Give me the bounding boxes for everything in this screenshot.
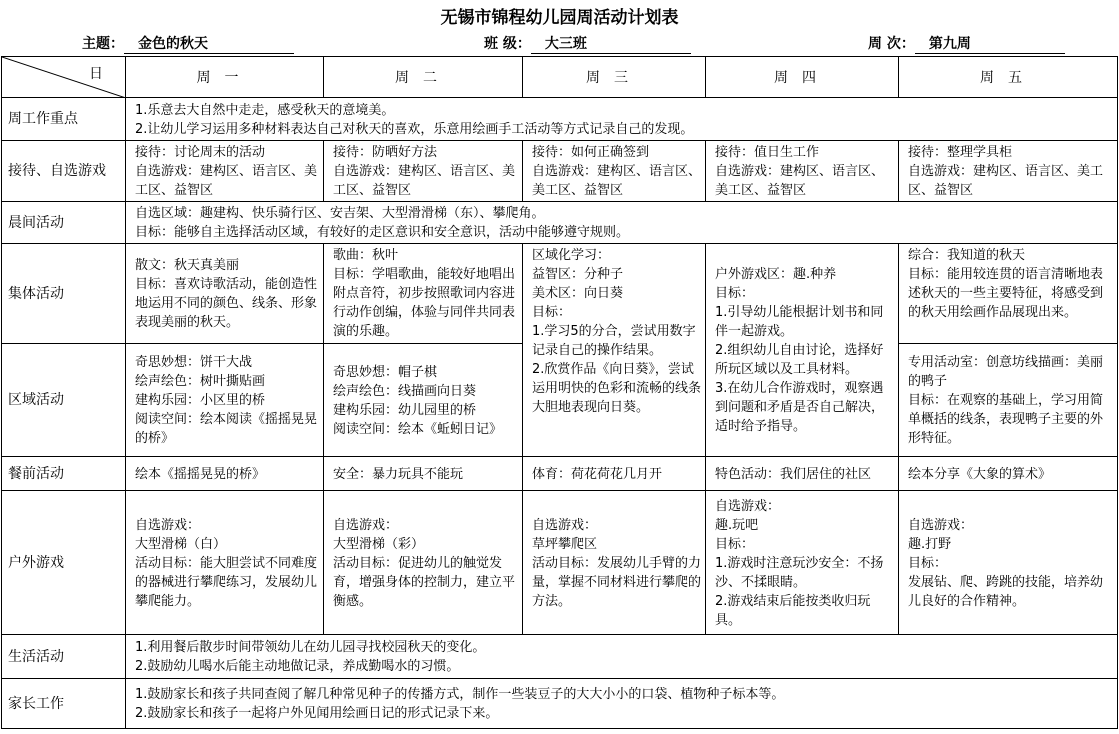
text-line: 活动目标：能大胆尝试不同难度的器械进行攀爬练习，发展幼儿攀爬能力。 (135, 555, 318, 609)
text-line: 目标： (715, 536, 755, 552)
day-header: 周四 (706, 57, 899, 98)
life-row (2, 635, 1118, 679)
text-line: 2.让幼儿学习运用多种材料表达自己对秋天的喜欢，乐意用绘画手工活动等方式记录自己的发现。 (135, 121, 694, 137)
text-line: 自选区域：趣建构、快乐骑行区、安吉架、大型滑滑梯（东）、攀爬角。 (135, 206, 545, 221)
area-cell (324, 344, 523, 457)
text-line: 大型滑梯（彩） (333, 536, 425, 552)
reception-cell (324, 141, 523, 202)
text-line: 2.游戏结束后能按类收归玩具。 (715, 593, 871, 628)
reception-cell (899, 141, 1118, 202)
group-area-cell (523, 244, 706, 457)
text-line: 综合：我知道的秋天 (908, 248, 1026, 263)
text-line: 自选游戏：建构区、语言区、美工区、益智区 (715, 164, 885, 198)
meal-cell: 体育：荷花荷花几月开 (523, 457, 706, 491)
page-title: 无锡市锦程幼儿园周活动计划表 (440, 8, 679, 28)
text-line: 绘声绘色：树叶撕贴画 (135, 374, 266, 389)
outdoor-cell (706, 491, 899, 635)
text-line: 目标：能够自主选择活动区域，有较好的走区意识和安全意识，活动中能够遵守规则。 (135, 225, 630, 240)
text-line: 自选游戏： (908, 517, 974, 533)
text-line: 户外游戏区：趣.种养 (715, 267, 837, 282)
text-line: 2.鼓励幼儿喝水后能主动地做记录，养成勤喝水的习惯。 (135, 659, 460, 674)
text-line: 发展钻、爬、跨跳的技能，培养幼儿良好的合作精神。 (908, 574, 1104, 609)
text-line: 自选游戏： (715, 498, 781, 514)
schedule-table (1, 56, 1118, 729)
theme-label: 主题： (82, 36, 124, 52)
text-line: 阅读空间：绘本阅读《摇摇晃晃的桥》 (135, 412, 318, 446)
text-line: 目标：在观察的基础上，学习用简单概括的线条，表现鸭子主要的外形特征。 (908, 393, 1104, 446)
header-row (2, 57, 1118, 98)
text-line: 活动目标：发展幼儿手臂的力量，掌握不同材料进行攀爬的方法。 (532, 555, 702, 609)
week-value: 第九周 (915, 33, 1065, 54)
class-field (484, 33, 691, 54)
text-line: 接待：如何正确签到 (532, 145, 650, 160)
reception-row (2, 141, 1118, 202)
text-line: 散文：秋天真美丽 (135, 258, 240, 273)
life-content (126, 635, 1118, 679)
text-line: 趣.玩吧 (715, 517, 759, 533)
row-label: 生活活动 (2, 635, 126, 679)
area-cell (126, 344, 324, 457)
parents-content (126, 679, 1118, 729)
text-line: 草坪攀爬区 (532, 536, 598, 552)
class-value: 大三班 (531, 33, 691, 54)
text-line: 自选游戏： (135, 517, 201, 533)
text-line: 1.乐意去大自然中走走，感受秋天的意境美。 (135, 102, 395, 118)
group-area-cell (706, 244, 899, 457)
text-line: 趣.打野 (908, 536, 952, 552)
text-line: 自选游戏：建构区、语言区、美工区、益智区 (333, 164, 516, 198)
group-cell (899, 244, 1118, 344)
meal-cell: 绘本《摇摇晃晃的桥》 (126, 457, 324, 491)
day-header: 周二 (324, 57, 523, 98)
area-cell (899, 344, 1118, 457)
text-line: 活动目标：促进幼儿的触觉发育，增强身体的控制力，建立平衡感。 (333, 555, 516, 609)
text-line: 目标： (715, 286, 755, 301)
text-line: 奇思妙想：饼干大战 (135, 355, 253, 370)
text-line: 益智区：分种子 (532, 267, 624, 282)
text-line: 美术区：向日葵 (532, 286, 624, 301)
text-line: 建构乐园：小区里的桥 (135, 393, 266, 408)
corner-label: 日 (89, 66, 117, 82)
reception-cell (523, 141, 706, 202)
text-line: 奇思妙想：帽子棋 (333, 364, 438, 380)
text-line: 1.引导幼儿能根据计划书和同伴一起游戏。 (715, 305, 884, 339)
meal-cell: 特色活动：我们居住的社区 (706, 457, 899, 491)
text-line: 目标： (908, 555, 948, 571)
text-line: 2.组织幼儿自由讨论，选择好所玩区域以及工具材料。 (715, 343, 884, 377)
morning-content (126, 202, 1118, 244)
text-line: 1.学习5的分合，尝试用数字记录自己的操作结果。 (532, 324, 696, 358)
text-line: 自选游戏： (532, 517, 598, 533)
text-line: 自选游戏： (333, 517, 399, 533)
meal-cell: 安全：暴力玩具不能玩 (324, 457, 523, 491)
row-label: 家长工作 (2, 679, 126, 729)
text-line: 接待：整理学具柜 (908, 145, 1013, 160)
outdoor-cell (899, 491, 1118, 635)
text-line: 1.利用餐后散步时间带领幼儿在幼儿园寻找校园秋天的变化。 (135, 640, 486, 655)
group-row (2, 244, 1118, 344)
row-label: 区域活动 (2, 344, 126, 457)
outdoor-row (2, 491, 1118, 635)
theme-value: 金色的秋天 (124, 33, 294, 54)
text-line: 阅读空间：绘本《蚯蚓日记》 (333, 421, 503, 437)
group-cell (126, 244, 324, 344)
theme-field (82, 33, 294, 54)
text-line: 专用活动室：创意坊线描画：美丽的鸭子 (908, 355, 1104, 389)
text-line: 自选游戏：建构区、语言区、美工区、益智区 (532, 164, 702, 198)
text-line: 接待：值日生工作 (715, 145, 820, 160)
text-line: 1.游戏时注意玩沙安全：不扬沙、不揉眼睛。 (715, 555, 884, 590)
text-line: 2.鼓励家长和孩子一起将户外见闻用绘画日记的形式记录下来。 (135, 706, 499, 721)
week-field (868, 33, 1065, 54)
reception-cell (706, 141, 899, 202)
outdoor-cell (324, 491, 523, 635)
reception-cell (126, 141, 324, 202)
parents-row (2, 679, 1118, 729)
day-header: 周五 (899, 57, 1118, 98)
row-label: 集体活动 (2, 244, 126, 344)
focus-row (2, 98, 1118, 141)
text-line: 歌曲：秋叶 (333, 248, 399, 263)
text-line: 建构乐园：幼儿园里的桥 (333, 402, 477, 418)
text-line: 1.鼓励家长和孩子共同查阅了解几种常见种子的传播方式，制作一些装豆子的大大小小的口袋、植物种子标本等。 (135, 687, 785, 702)
day-header: 周三 (523, 57, 706, 98)
text-line: 大型滑梯（白） (135, 536, 227, 552)
row-label: 周工作重点 (2, 98, 126, 141)
text-line: 目标： (532, 305, 572, 320)
text-line: 自选游戏：建构区、语言区、美工区、益智区 (908, 164, 1104, 198)
text-line: 接待：防晒好方法 (333, 145, 438, 160)
group-cell (324, 244, 523, 344)
text-line: 目标：学唱歌曲，能较好地唱出附点音符，初步按照歌词内容进行动作创编，体验与同伴共同表演的乐趣。 (333, 267, 516, 339)
text-line: 绘声绘色：线描画向日葵 (333, 383, 477, 399)
morning-row (2, 202, 1118, 244)
text-line: 区域化学习： (532, 248, 611, 263)
row-label: 餐前活动 (2, 457, 126, 491)
text-line: 目标：喜欢诗歌活动，能创造性地运用不同的颜色、线条、形象表现美丽的秋天。 (135, 277, 318, 330)
week-label: 周 次： (868, 36, 915, 52)
outdoor-cell (126, 491, 324, 635)
text-line: 目标：能用较连贯的语言清晰地表述秋天的一些主要特征，将感受到的秋天用绘画作品展现出来。 (908, 267, 1104, 320)
text-line: 自选游戏：建构区、语言区、美工区、益智区 (135, 164, 318, 198)
outdoor-cell (523, 491, 706, 635)
day-header: 周一 (126, 57, 324, 98)
row-label: 户外游戏 (2, 491, 126, 635)
row-label: 晨间活动 (2, 202, 126, 244)
row-label: 接待、自选游戏 (2, 141, 126, 202)
focus-content (126, 98, 1118, 141)
text-line: 3.在幼儿合作游戏时，观察遇到问题和矛盾是否自己解决，适时给予指导。 (715, 381, 885, 434)
corner-cell (2, 57, 126, 98)
class-label: 班 级： (484, 36, 531, 52)
text-line: 接待：讨论周末的活动 (135, 145, 266, 160)
meal-row (2, 457, 1118, 491)
text-line: 2.欣赏作品《向日葵》，尝试运用明快的色彩和流畅的线条大胆地表现向日葵。 (532, 362, 702, 415)
meal-cell: 绘本分享《大象的算术》 (899, 457, 1118, 491)
